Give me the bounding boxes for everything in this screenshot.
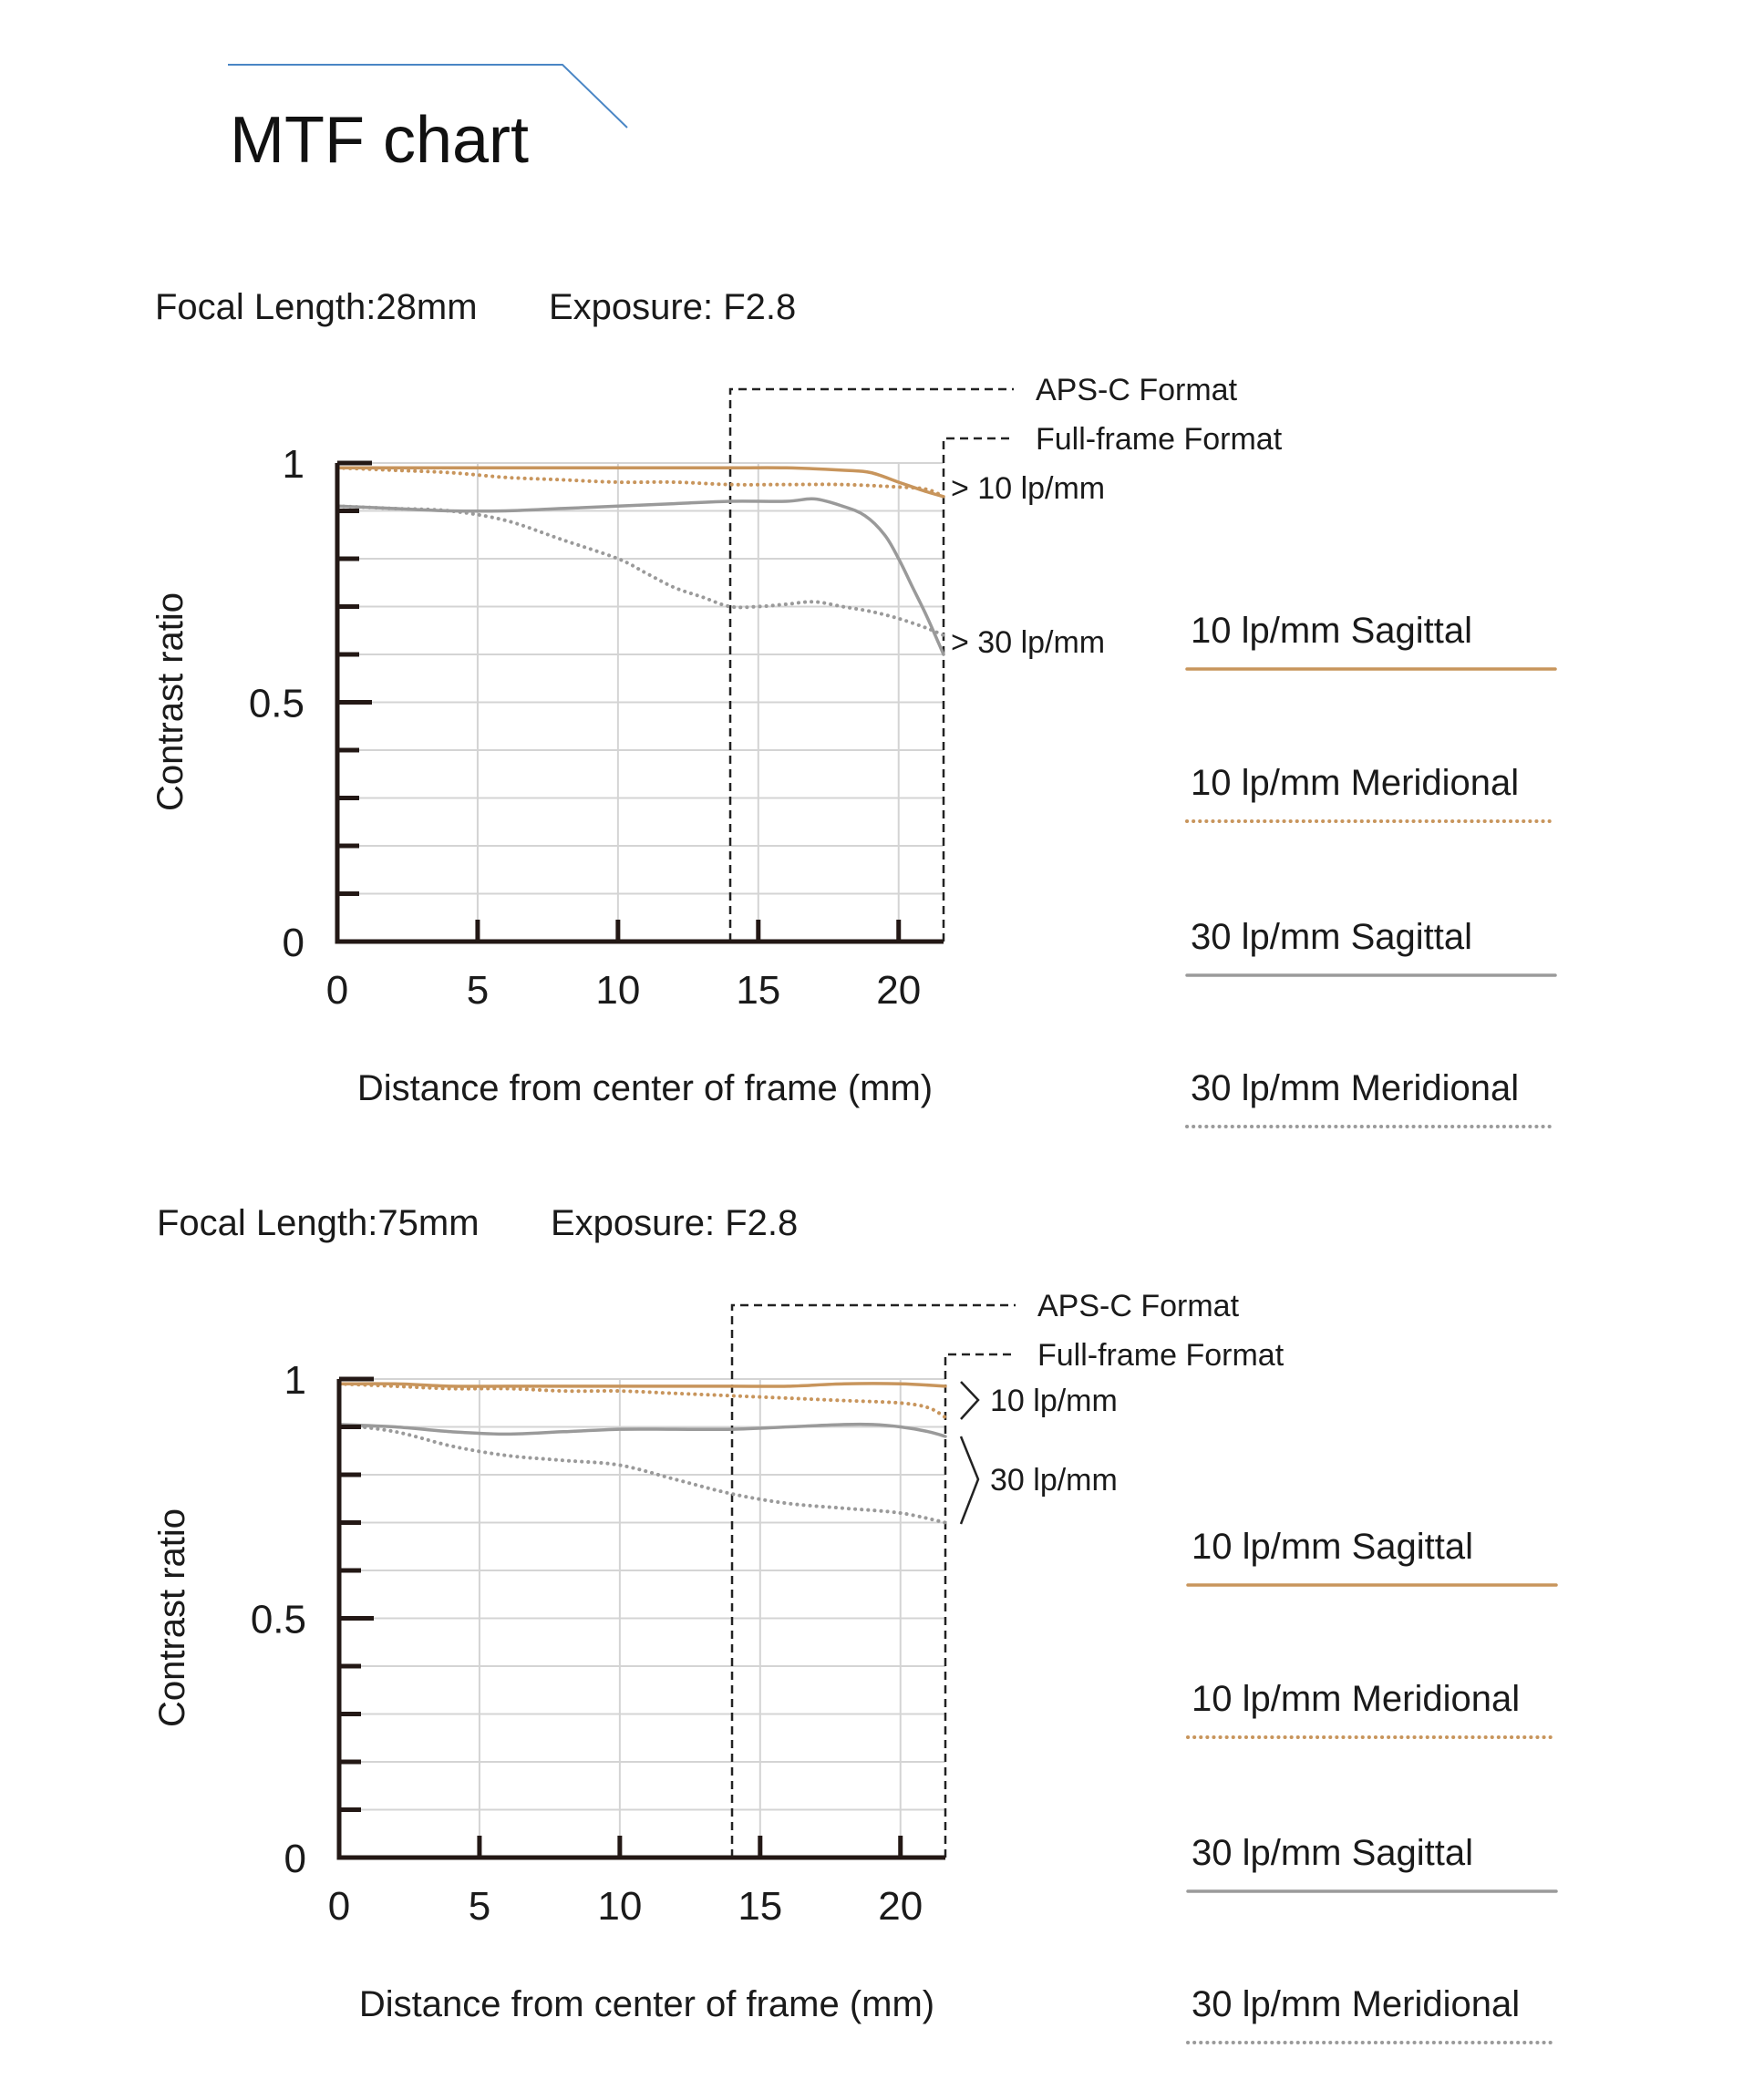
exposure-label: Exposure: F2.8: [551, 1203, 799, 1243]
exposure-label: Exposure: F2.8: [549, 287, 797, 327]
full-frame-boundary: [945, 1354, 1016, 1858]
series-30-lp-mm-sagittal: [337, 499, 944, 654]
bracket-30lpmm: [961, 1436, 978, 1524]
x-tick-label: 20: [876, 968, 922, 1013]
mtf-chart-75mm: [152, 1203, 1285, 2024]
aps-c-format-label: APS-C Format: [1036, 373, 1238, 407]
y-tick-label: 1: [284, 1358, 306, 1403]
aps-c-format-label: APS-C Format: [1037, 1289, 1240, 1323]
focal-length-label: Focal Length:75mm: [157, 1203, 480, 1243]
legend-label: 10 lp/mm Meridional: [1191, 763, 1520, 803]
annotation-30lpmm: > 30 lp/mm: [951, 625, 1106, 660]
y-axis-title: Contrast ratio: [152, 1508, 192, 1728]
legend-label: 30 lp/mm Meridional: [1192, 1984, 1521, 2024]
legend-75mm: [1188, 1527, 1556, 2043]
series-10-lp-mm-meridional: [339, 1384, 945, 1417]
mtf-chart-28mm: [150, 287, 1283, 1108]
focal-length-label: Focal Length:28mm: [155, 287, 478, 327]
full-frame-boundary: [944, 438, 1014, 942]
annotation-10lpmm: > 10 lp/mm: [951, 471, 1106, 506]
annotation-30lpmm: 30 lp/mm: [990, 1463, 1118, 1498]
x-tick-label: 15: [738, 1884, 783, 1929]
aps-c-boundary: [732, 1305, 1016, 1858]
y-tick-label: 1: [282, 442, 304, 487]
x-axis-title: Distance from center of frame (mm): [358, 1984, 935, 2024]
y-tick-label: 0.5: [248, 681, 304, 726]
y-tick-label: 0: [284, 1837, 306, 1881]
annotation-10lpmm: 10 lp/mm: [990, 1384, 1118, 1418]
series-10-lp-mm-sagittal: [339, 1384, 945, 1386]
x-tick-label: 15: [736, 968, 781, 1013]
x-tick-label: 10: [595, 968, 641, 1013]
x-tick-label: 20: [878, 1884, 923, 1929]
full-frame-format-label: Full-frame Format: [1036, 422, 1283, 457]
legend-label: 30 lp/mm Sagittal: [1192, 1833, 1474, 1873]
legend-label: 10 lp/mm Meridional: [1192, 1679, 1521, 1719]
series-30-lp-mm-meridional: [339, 1425, 945, 1523]
x-tick-label: 0: [325, 968, 349, 1013]
y-tick-label: 0: [282, 921, 304, 965]
legend-label: 30 lp/mm Sagittal: [1191, 917, 1473, 957]
legend-label: 10 lp/mm Sagittal: [1191, 611, 1473, 651]
x-tick-label: 5: [466, 968, 490, 1013]
legend-label: 30 lp/mm Meridional: [1191, 1068, 1520, 1108]
series-30-lp-mm-meridional: [337, 506, 944, 635]
page-title: MTF chart: [230, 104, 530, 177]
x-axis-title: Distance from center of frame (mm): [356, 1068, 934, 1108]
bracket-10lpmm: [961, 1382, 978, 1419]
legend-label: 10 lp/mm Sagittal: [1192, 1527, 1474, 1567]
x-tick-label: 0: [327, 1884, 351, 1929]
x-tick-label: 5: [468, 1884, 491, 1929]
legend-28mm: [1187, 611, 1555, 1127]
full-frame-format-label: Full-frame Format: [1037, 1338, 1285, 1373]
y-axis-title: Contrast ratio: [150, 592, 191, 812]
y-tick-label: 0.5: [250, 1597, 306, 1642]
x-tick-label: 10: [597, 1884, 643, 1929]
